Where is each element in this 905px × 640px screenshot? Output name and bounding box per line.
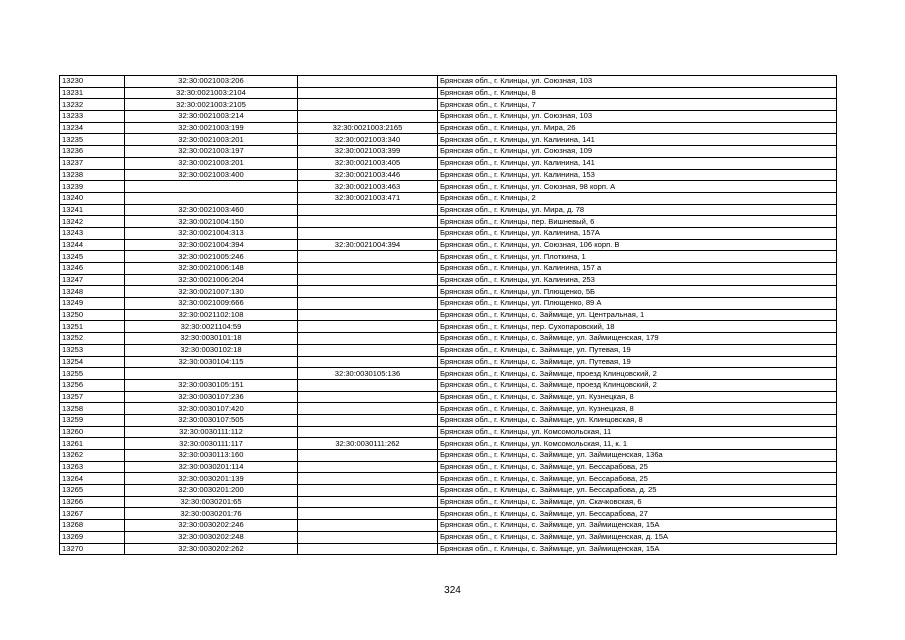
secondary-cadastral-number-cell: [298, 76, 438, 88]
secondary-cadastral-number-cell: [298, 286, 438, 298]
secondary-cadastral-number-cell: [298, 379, 438, 391]
row-number-cell: 13233: [60, 111, 125, 123]
page-number: 324: [444, 585, 461, 596]
table-row: [60, 368, 837, 380]
address-cell: Брянская обл., г. Клинцы, с. Займище, ул. Центральная, 1: [438, 309, 837, 321]
address-cell: Брянская обл., г. Клинцы, ул. Комсомольская, 11: [438, 426, 837, 438]
table-row: [60, 227, 837, 239]
row-number-cell: 13257: [60, 391, 125, 403]
table-row: [60, 251, 837, 263]
address-cell: Брянская обл., г. Клинцы, с. Займище, ул. Займищенская, 136а: [438, 450, 837, 462]
cadastral-number-cell: 32:30:0030102:18: [125, 344, 298, 356]
table-row: [60, 414, 837, 426]
secondary-cadastral-number-cell: [298, 391, 438, 403]
cadastral-number-cell: 32:30:0030201:139: [125, 473, 298, 485]
table-row: [60, 146, 837, 158]
table-row: [60, 181, 837, 193]
row-number-cell: 13264: [60, 473, 125, 485]
address-cell: Брянская обл., г. Клинцы, ул. Калинина, 141: [438, 134, 837, 146]
address-cell: Брянская обл., г. Клинцы, ул. Калинина, 153: [438, 169, 837, 181]
secondary-cadastral-number-cell: [298, 496, 438, 508]
secondary-cadastral-number-cell: [298, 216, 438, 228]
address-cell: Брянская обл., г. Клинцы, с. Займище, ул. Бессарабова, 25: [438, 473, 837, 485]
secondary-cadastral-number-cell: [298, 520, 438, 532]
row-number-cell: 13268: [60, 520, 125, 532]
address-cell: Брянская обл., г. Клинцы, ул. Союзная, 98 корп. А: [438, 181, 837, 193]
table-row: [60, 333, 837, 345]
row-number-cell: 13239: [60, 181, 125, 193]
table-row: [60, 391, 837, 403]
cadastral-number-cell: 32:30:0021003:2104: [125, 87, 298, 99]
secondary-cadastral-number-cell: [298, 414, 438, 426]
cadastral-number-cell: 32:30:0030202:248: [125, 531, 298, 543]
table-row: [60, 286, 837, 298]
row-number-cell: 13265: [60, 485, 125, 497]
secondary-cadastral-number-cell: 32:30:0021003:405: [298, 157, 438, 169]
cadastral-number-cell: 32:30:0021003:460: [125, 204, 298, 216]
row-number-cell: 13242: [60, 216, 125, 228]
row-number-cell: 13256: [60, 379, 125, 391]
row-number-cell: 13252: [60, 333, 125, 345]
address-cell: Брянская обл., г. Клинцы, 2: [438, 192, 837, 204]
table-row: [60, 111, 837, 123]
table-row: [60, 520, 837, 532]
address-cell: Брянская обл., г. Клинцы, с. Займище, ул. Бессарабова, д. 25: [438, 485, 837, 497]
row-number-cell: 13236: [60, 146, 125, 158]
table-row: [60, 192, 837, 204]
address-cell: Брянская обл., г. Клинцы, пер. Сухопаровский, 18: [438, 321, 837, 333]
address-cell: Брянская обл., г. Клинцы, ул. Плющенко, 89 А: [438, 298, 837, 310]
address-cell: Брянская обл., г. Клинцы, с. Займище, ул. Займищенская, д. 15А: [438, 531, 837, 543]
address-cell: Брянская обл., г. Клинцы, с. Займище, ул. Скачковская, 6: [438, 496, 837, 508]
secondary-cadastral-number-cell: [298, 263, 438, 275]
cadastral-number-cell: 32:30:0030104:115: [125, 356, 298, 368]
address-cell: Брянская обл., г. Клинцы, с. Займище, ул. Кузнецкая, 8: [438, 403, 837, 415]
cadastral-number-cell: 32:30:0021005:246: [125, 251, 298, 263]
secondary-cadastral-number-cell: [298, 344, 438, 356]
address-cell: Брянская обл., г. Клинцы, ул. Комсомольская, 11, к. 1: [438, 438, 837, 450]
address-cell: Брянская обл., г. Клинцы, с. Займище, ул. Кузнецкая, 8: [438, 391, 837, 403]
table-row: [60, 508, 837, 520]
table-row: [60, 309, 837, 321]
cadastral-number-cell: 32:30:0030107:420: [125, 403, 298, 415]
cadastral-number-cell: 32:30:0030201:76: [125, 508, 298, 520]
secondary-cadastral-number-cell: 32:30:0021004:394: [298, 239, 438, 251]
row-number-cell: 13230: [60, 76, 125, 88]
table-row: [60, 379, 837, 391]
row-number-cell: 13269: [60, 531, 125, 543]
table-row: [60, 450, 837, 462]
cadastral-number-cell: [125, 368, 298, 380]
table-row: [60, 473, 837, 485]
row-number-cell: 13254: [60, 356, 125, 368]
address-cell: Брянская обл., г. Клинцы, ул. Плоткина, 1: [438, 251, 837, 263]
address-cell: Брянская обл., г. Клинцы, ул. Плющенко, 5Б: [438, 286, 837, 298]
cadastral-number-cell: 32:30:0021003:206: [125, 76, 298, 88]
table-row: [60, 263, 837, 275]
row-number-cell: 13258: [60, 403, 125, 415]
cadastral-number-cell: 32:30:0030201:65: [125, 496, 298, 508]
row-number-cell: 13232: [60, 99, 125, 111]
cadastral-number-cell: 32:30:0021004:394: [125, 239, 298, 251]
cadastral-number-cell: 32:30:0021007:130: [125, 286, 298, 298]
table-row: [60, 134, 837, 146]
row-number-cell: 13250: [60, 309, 125, 321]
secondary-cadastral-number-cell: [298, 543, 438, 555]
table-row: [60, 438, 837, 450]
row-number-cell: 13240: [60, 192, 125, 204]
cadastral-number-cell: 32:30:0030202:262: [125, 543, 298, 555]
row-number-cell: 13249: [60, 298, 125, 310]
secondary-cadastral-number-cell: [298, 274, 438, 286]
secondary-cadastral-number-cell: [298, 204, 438, 216]
cadastral-number-cell: 32:30:0021003:400: [125, 169, 298, 181]
address-cell: Брянская обл., г. Клинцы, ул. Мира, д. 78: [438, 204, 837, 216]
secondary-cadastral-number-cell: [298, 298, 438, 310]
table-row: [60, 426, 837, 438]
address-cell: Брянская обл., г. Клинцы, ул. Союзная, 103: [438, 76, 837, 88]
secondary-cadastral-number-cell: 32:30:0021003:399: [298, 146, 438, 158]
row-number-cell: 13266: [60, 496, 125, 508]
table-row: [60, 274, 837, 286]
secondary-cadastral-number-cell: [298, 87, 438, 99]
row-number-cell: 13247: [60, 274, 125, 286]
secondary-cadastral-number-cell: [298, 99, 438, 111]
cadastral-number-cell: 32:30:0021003:201: [125, 134, 298, 146]
secondary-cadastral-number-cell: [298, 333, 438, 345]
cadastral-number-cell: 32:30:0030107:505: [125, 414, 298, 426]
address-cell: Брянская обл., г. Клинцы, ул. Калинина, 141: [438, 157, 837, 169]
secondary-cadastral-number-cell: 32:30:0021003:340: [298, 134, 438, 146]
cadastral-number-cell: 32:30:0030105:151: [125, 379, 298, 391]
secondary-cadastral-number-cell: 32:30:0021003:2165: [298, 122, 438, 134]
cadastral-number-cell: 32:30:0021006:204: [125, 274, 298, 286]
address-cell: Брянская обл., г. Клинцы, ул. Калинина, 253: [438, 274, 837, 286]
cadastral-number-cell: 32:30:0021003:2105: [125, 99, 298, 111]
cadastral-number-cell: 32:30:0021003:201: [125, 157, 298, 169]
secondary-cadastral-number-cell: [298, 426, 438, 438]
table-row: [60, 543, 837, 555]
row-number-cell: 13235: [60, 134, 125, 146]
cadastral-number-cell: 32:30:0030113:160: [125, 450, 298, 462]
secondary-cadastral-number-cell: [298, 450, 438, 462]
row-number-cell: 13270: [60, 543, 125, 555]
address-cell: Брянская обл., г. Клинцы, ул. Союзная, 103: [438, 111, 837, 123]
row-number-cell: 13262: [60, 450, 125, 462]
row-number-cell: 13251: [60, 321, 125, 333]
secondary-cadastral-number-cell: 32:30:0021003:471: [298, 192, 438, 204]
cadastral-number-cell: 32:30:0021009:666: [125, 298, 298, 310]
row-number-cell: 13259: [60, 414, 125, 426]
row-number-cell: 13260: [60, 426, 125, 438]
secondary-cadastral-number-cell: [298, 508, 438, 520]
cadastral-number-cell: 32:30:0021004:313: [125, 227, 298, 239]
address-cell: Брянская обл., г. Клинцы, ул. Союзная, 109: [438, 146, 837, 158]
address-cell: Брянская обл., г. Клинцы, с. Займище, ул. Путевая, 19: [438, 344, 837, 356]
address-cell: Брянская обл., г. Клинцы, с. Займище, ул. Займищенская, 15А: [438, 520, 837, 532]
row-number-cell: 13263: [60, 461, 125, 473]
row-number-cell: 13246: [60, 263, 125, 275]
cadastral-number-cell: 32:30:0030201:114: [125, 461, 298, 473]
address-cell: Брянская обл., г. Клинцы, ул. Мира, 26: [438, 122, 837, 134]
address-cell: Брянская обл., г. Клинцы, пер. Вишневый, 6: [438, 216, 837, 228]
row-number-cell: 13248: [60, 286, 125, 298]
secondary-cadastral-number-cell: [298, 251, 438, 263]
table-row: [60, 485, 837, 497]
address-cell: Брянская обл., г. Клинцы, с. Займище, ул. Займищенская, 15А: [438, 543, 837, 555]
row-number-cell: 13253: [60, 344, 125, 356]
registry-table-body: [60, 76, 837, 555]
address-cell: Брянская обл., г. Клинцы, с. Займище, ул. Бессарабова, 27: [438, 508, 837, 520]
address-cell: Брянская обл., г. Клинцы, 7: [438, 99, 837, 111]
cadastral-number-cell: 32:30:0030202:246: [125, 520, 298, 532]
table-row: [60, 356, 837, 368]
cadastral-number-cell: 32:30:0021003:199: [125, 122, 298, 134]
table-row: [60, 122, 837, 134]
secondary-cadastral-number-cell: [298, 461, 438, 473]
address-cell: Брянская обл., г. Клинцы, с. Займище, проезд Клинцовский, 2: [438, 368, 837, 380]
secondary-cadastral-number-cell: 32:30:0021003:463: [298, 181, 438, 193]
cadastral-number-cell: 32:30:0030111:117: [125, 438, 298, 450]
table-row: [60, 531, 837, 543]
cadastral-number-cell: [125, 192, 298, 204]
secondary-cadastral-number-cell: [298, 531, 438, 543]
secondary-cadastral-number-cell: [298, 356, 438, 368]
table-row: [60, 298, 837, 310]
cadastral-number-cell: 32:30:0030111:112: [125, 426, 298, 438]
secondary-cadastral-number-cell: 32:30:0021003:446: [298, 169, 438, 181]
secondary-cadastral-number-cell: [298, 321, 438, 333]
row-number-cell: 13238: [60, 169, 125, 181]
table-row: [60, 344, 837, 356]
table-row: [60, 216, 837, 228]
address-cell: Брянская обл., г. Клинцы, с. Займище, ул. Клинцовская, 8: [438, 414, 837, 426]
cadastral-number-cell: 32:30:0030107:236: [125, 391, 298, 403]
address-cell: Брянская обл., г. Клинцы, с. Займище, ул. Путевая, 19: [438, 356, 837, 368]
table-row: [60, 321, 837, 333]
cadastral-number-cell: 32:30:0021102:108: [125, 309, 298, 321]
address-cell: Брянская обл., г. Клинцы, с. Займище, ул. Бессарабова, 25: [438, 461, 837, 473]
table-row: [60, 169, 837, 181]
address-cell: Брянская обл., г. Клинцы, ул. Союзная, 106 корп. В: [438, 239, 837, 251]
cadastral-number-cell: 32:30:0021104:59: [125, 321, 298, 333]
table-row: [60, 204, 837, 216]
cadastral-number-cell: [125, 181, 298, 193]
cadastral-number-cell: 32:30:0030201:200: [125, 485, 298, 497]
secondary-cadastral-number-cell: [298, 111, 438, 123]
secondary-cadastral-number-cell: [298, 485, 438, 497]
row-number-cell: 13234: [60, 122, 125, 134]
address-cell: Брянская обл., г. Клинцы, с. Займище, ул. Займищенская, 179: [438, 333, 837, 345]
row-number-cell: 13237: [60, 157, 125, 169]
address-cell: Брянская обл., г. Клинцы, с. Займище, проезд Клинцовский, 2: [438, 379, 837, 391]
address-cell: Брянская обл., г. Клинцы, ул. Калинина, 157А: [438, 227, 837, 239]
secondary-cadastral-number-cell: 32:30:0030105:136: [298, 368, 438, 380]
secondary-cadastral-number-cell: [298, 227, 438, 239]
cadastral-number-cell: 32:30:0021006:148: [125, 263, 298, 275]
secondary-cadastral-number-cell: 32:30:0030111:262: [298, 438, 438, 450]
cadastral-number-cell: 32:30:0021004:150: [125, 216, 298, 228]
table-row: [60, 76, 837, 88]
secondary-cadastral-number-cell: [298, 309, 438, 321]
cadastral-number-cell: 32:30:0021003:197: [125, 146, 298, 158]
address-cell: Брянская обл., г. Клинцы, ул. Калинина, 157 а: [438, 263, 837, 275]
table-row: [60, 403, 837, 415]
row-number-cell: 13267: [60, 508, 125, 520]
table-row: [60, 157, 837, 169]
cadastral-number-cell: 32:30:0030101:18: [125, 333, 298, 345]
table-row: [60, 496, 837, 508]
row-number-cell: 13243: [60, 227, 125, 239]
row-number-cell: 13261: [60, 438, 125, 450]
table-row: [60, 99, 837, 111]
row-number-cell: 13255: [60, 368, 125, 380]
secondary-cadastral-number-cell: [298, 473, 438, 485]
row-number-cell: 13241: [60, 204, 125, 216]
table-row: [60, 239, 837, 251]
table-row: [60, 461, 837, 473]
property-registry-table: [59, 75, 837, 555]
table-row: [60, 87, 837, 99]
row-number-cell: 13245: [60, 251, 125, 263]
cadastral-number-cell: 32:30:0021003:214: [125, 111, 298, 123]
secondary-cadastral-number-cell: [298, 403, 438, 415]
row-number-cell: 13244: [60, 239, 125, 251]
row-number-cell: 13231: [60, 87, 125, 99]
address-cell: Брянская обл., г. Клинцы, 8: [438, 87, 837, 99]
